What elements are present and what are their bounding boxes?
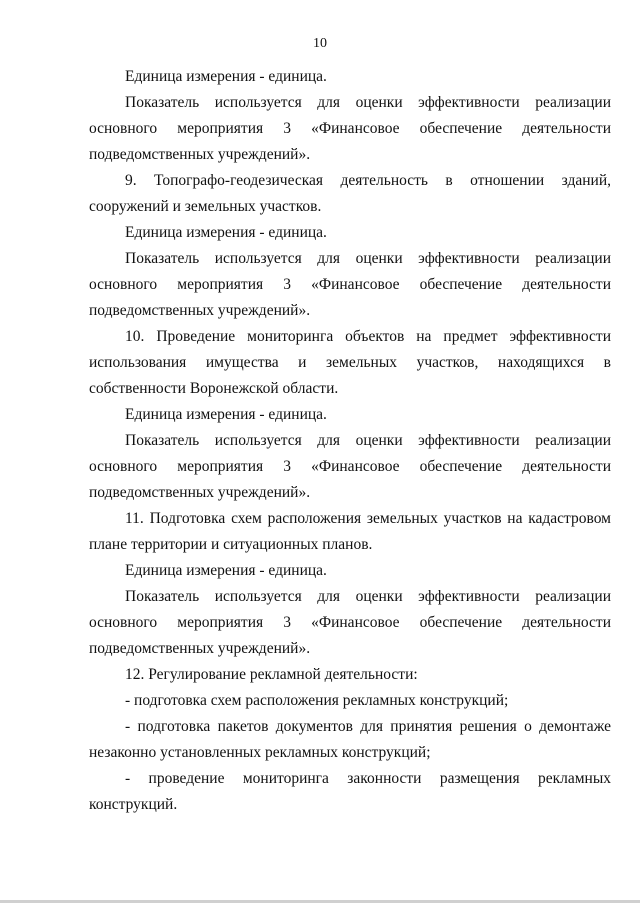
list-item: - подготовка пакетов документов для принятия решения о демонтаже незаконно установленных рекламных конструкций;: [89, 718, 611, 761]
unit-paragraph: Единица измерения - единица.: [125, 68, 327, 85]
item-9-paragraph: 9. Топографо-геодезическая деятельность в отношении зданий, сооружений и земельных участков.: [89, 172, 611, 215]
item-11-paragraph: 11. Подготовка схем расположения земельных участков на кадастровом плане территории и ситуационных планов.: [89, 510, 611, 553]
indicator-paragraph: Показатель используется для оценки эффективности реализации основного мероприятия 3 «Финансовое обеспечение деятельности подведомственных учреждений».: [89, 432, 611, 501]
unit-paragraph: Единица измерения - единица.: [125, 406, 327, 423]
item-10-paragraph: 10. Проведение мониторинга объектов на предмет эффективности использования имущества и земельных участков, находящихся в собственности Воронежской области.: [89, 328, 611, 397]
page-number: 10: [313, 36, 327, 51]
list-item: - проведение мониторинга законности размещения рекламных конструкций.: [89, 770, 611, 813]
document-body: [89, 64, 611, 818]
list-item: - подготовка схем расположения рекламных конструкций;: [125, 692, 509, 709]
unit-paragraph: Единица измерения - единица.: [125, 562, 327, 579]
indicator-paragraph: Показатель используется для оценки эффективности реализации основного мероприятия 3 «Финансовое обеспечение деятельности подведомственных учреждений».: [89, 250, 611, 319]
unit-paragraph: Единица измерения - единица.: [125, 224, 327, 241]
item-12-heading: 12. Регулирование рекламной деятельности:: [125, 666, 418, 683]
indicator-paragraph: Показатель используется для оценки эффективности реализации основного мероприятия 3 «Финансовое обеспечение деятельности подведомственных учреждений».: [89, 94, 611, 163]
indicator-paragraph: Показатель используется для оценки эффективности реализации основного мероприятия 3 «Финансовое обеспечение деятельности подведомственных учреждений».: [89, 588, 611, 657]
